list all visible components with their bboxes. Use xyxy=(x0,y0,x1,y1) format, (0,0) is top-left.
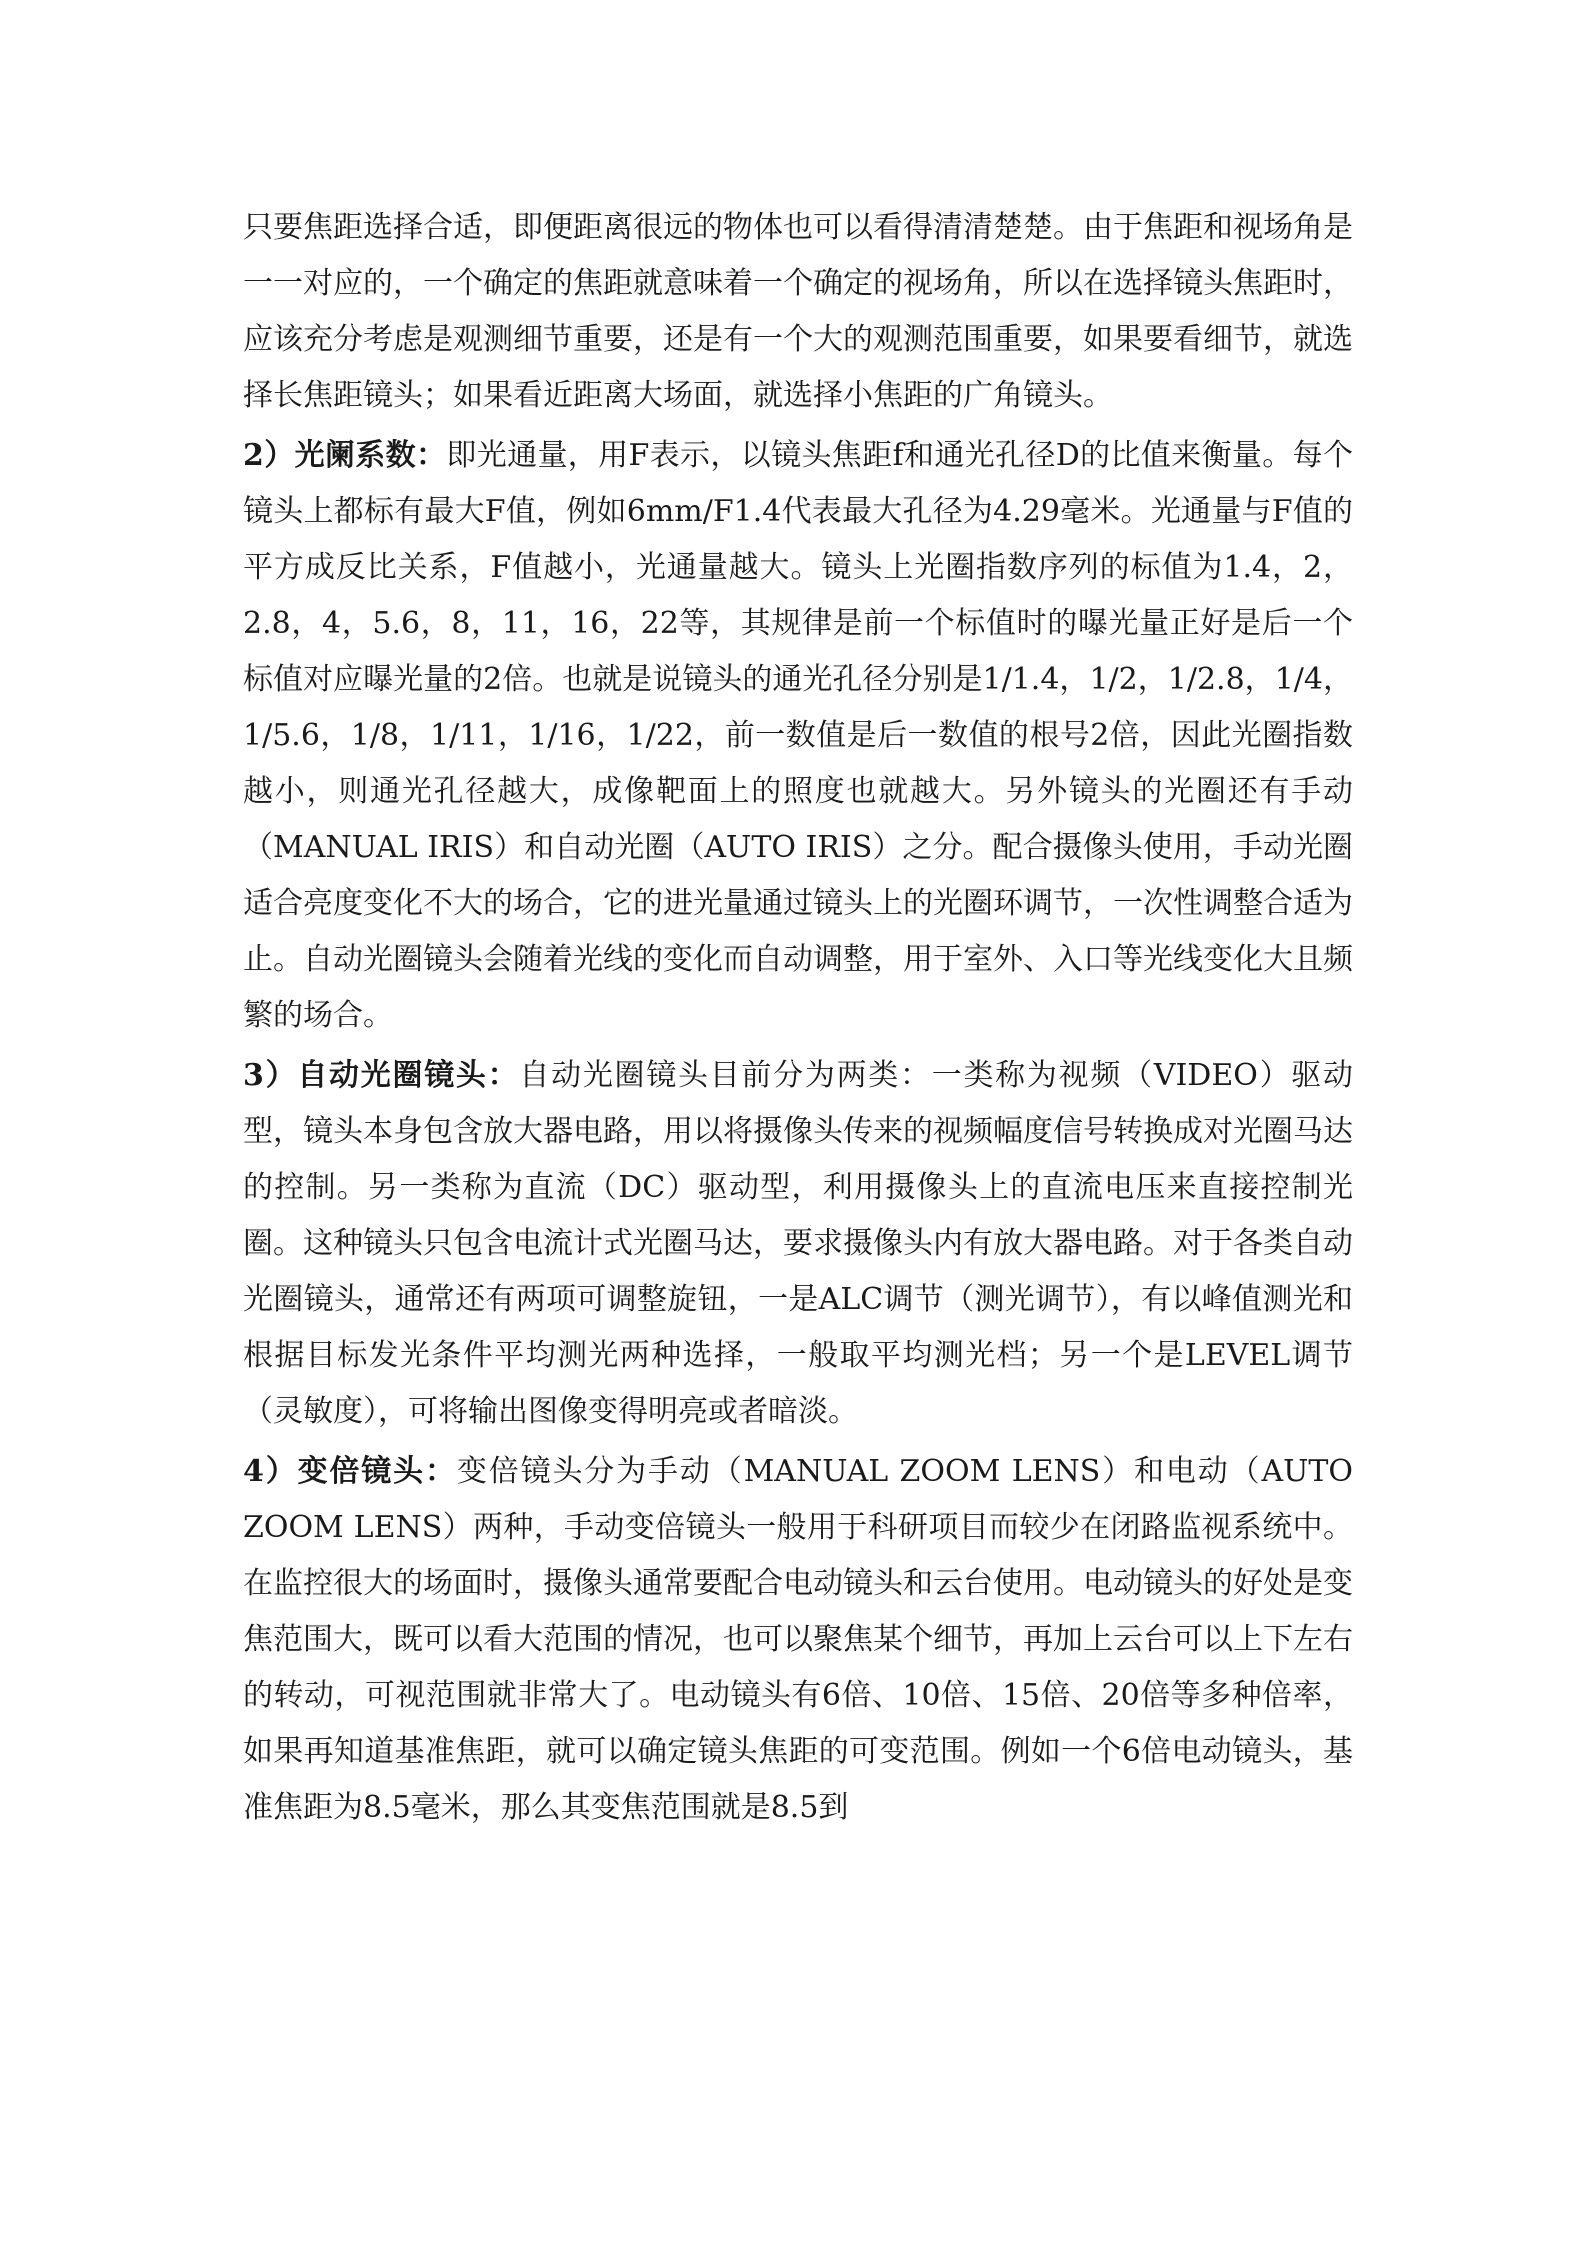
paragraph-text: 自动光圈镜头目前分为两类：一类称为视频（VIDEO）驱动型，镜头本身包含放大器电路，用以将摄像头传来的视频幅度信号转换成对光圈马达的控制。另一类称为直流（DC）驱动型，利用摄像头上的直流电压来直接控制光圈。这种镜头只包含电流计式光圈马达，要求摄像头内有放大器电路。对于各类自动光圈镜头，通常还有两项可调整旋钮，一是ALC调节（测光调节），有以峰值测光和根据目标发光条件平均测光两种选择，一般取平均测光档；另一个是LEVEL调节（灵敏度），可将输出图像变得明亮或者暗淡。 xyxy=(243,1058,1354,1429)
paragraph-heading: 4）变倍镜头： xyxy=(243,1454,457,1489)
paragraph-focal-length xyxy=(243,200,1353,424)
paragraph-auto-iris-lens xyxy=(243,1048,1353,1440)
document-body xyxy=(243,200,1353,1836)
paragraph-heading: 3）自动光圈镜头： xyxy=(243,1058,520,1093)
paragraph-heading: 2）光阑系数： xyxy=(243,438,447,473)
paragraph-text: 只要焦距选择合适，即便距离很远的物体也可以看得清清楚楚。由于焦距和视场角是一一对应的，一个确定的焦距就意味着一个确定的视场角，所以在选择镜头焦距时，应该充分考虑是观测细节重要，还是有一个大的观测范围重要，如果要看细节，就选择长焦距镜头；如果看近距离大场面，就选择小焦距的广角镜头。 xyxy=(243,210,1353,413)
paragraph-zoom-lens xyxy=(243,1444,1353,1836)
paragraph-text: 即光通量，用F表示，以镜头焦距f和通光孔径D的比值来衡量。每个镜头上都标有最大F值，例如6mm/F1.4代表最大孔径为4.29毫米。光通量与F值的平方成反比关系，F值越小，光通量越大。镜头上光圈指数序列的标值为1.4，2，2.8，4，5.6，8，11，16，22等，其规律是前一个标值时的曝光量正好是后一个标值对应曝光量的2倍。也就是说镜头的通光孔径分别是1/1.4，1/2，1/2.8，1/4，1/5.6，1/8，1/11，1/16，1/22，前一数值是后一数值的根号2倍，因此光圈指数越小，则通光孔径越大，成像靶面上的照度也就越大。另外镜头的光圈还有手动（MANUAL IRIS）和自动光圈（AUTO IRIS）之分。配合摄像头使用，手动光圈适合亮度变化不大的场合，它的进光量通过镜头上的光圈环调节，一次性调整合适为止。自动光圈镜头会随着光线的变化而自动调整，用于室外、入口等光线变化大且频繁的场合。 xyxy=(243,438,1354,1033)
paragraph-text: 变倍镜头分为手动（MANUAL ZOOM LENS）和电动（AUTO ZOOM LENS）两种，手动变倍镜头一般用于科研项目而较少在闭路监视系统中。在监控很大的场面时，摄像头通常要配合电动镜头和云台使用。电动镜头的好处是变焦范围大，既可以看大范围的情况，也可以聚焦某个细节，再加上云台可以上下左右的转动，可视范围就非常大了。电动镜头有6倍、10倍、15倍、20倍等多种倍率，如果再知道基准焦距，就可以确定镜头焦距的可变范围。例如一个6倍电动镜头，基准焦距为8.5毫米，那么其变焦范围就是8.5到 xyxy=(243,1454,1353,1825)
paragraph-aperture-coefficient xyxy=(243,428,1353,1044)
